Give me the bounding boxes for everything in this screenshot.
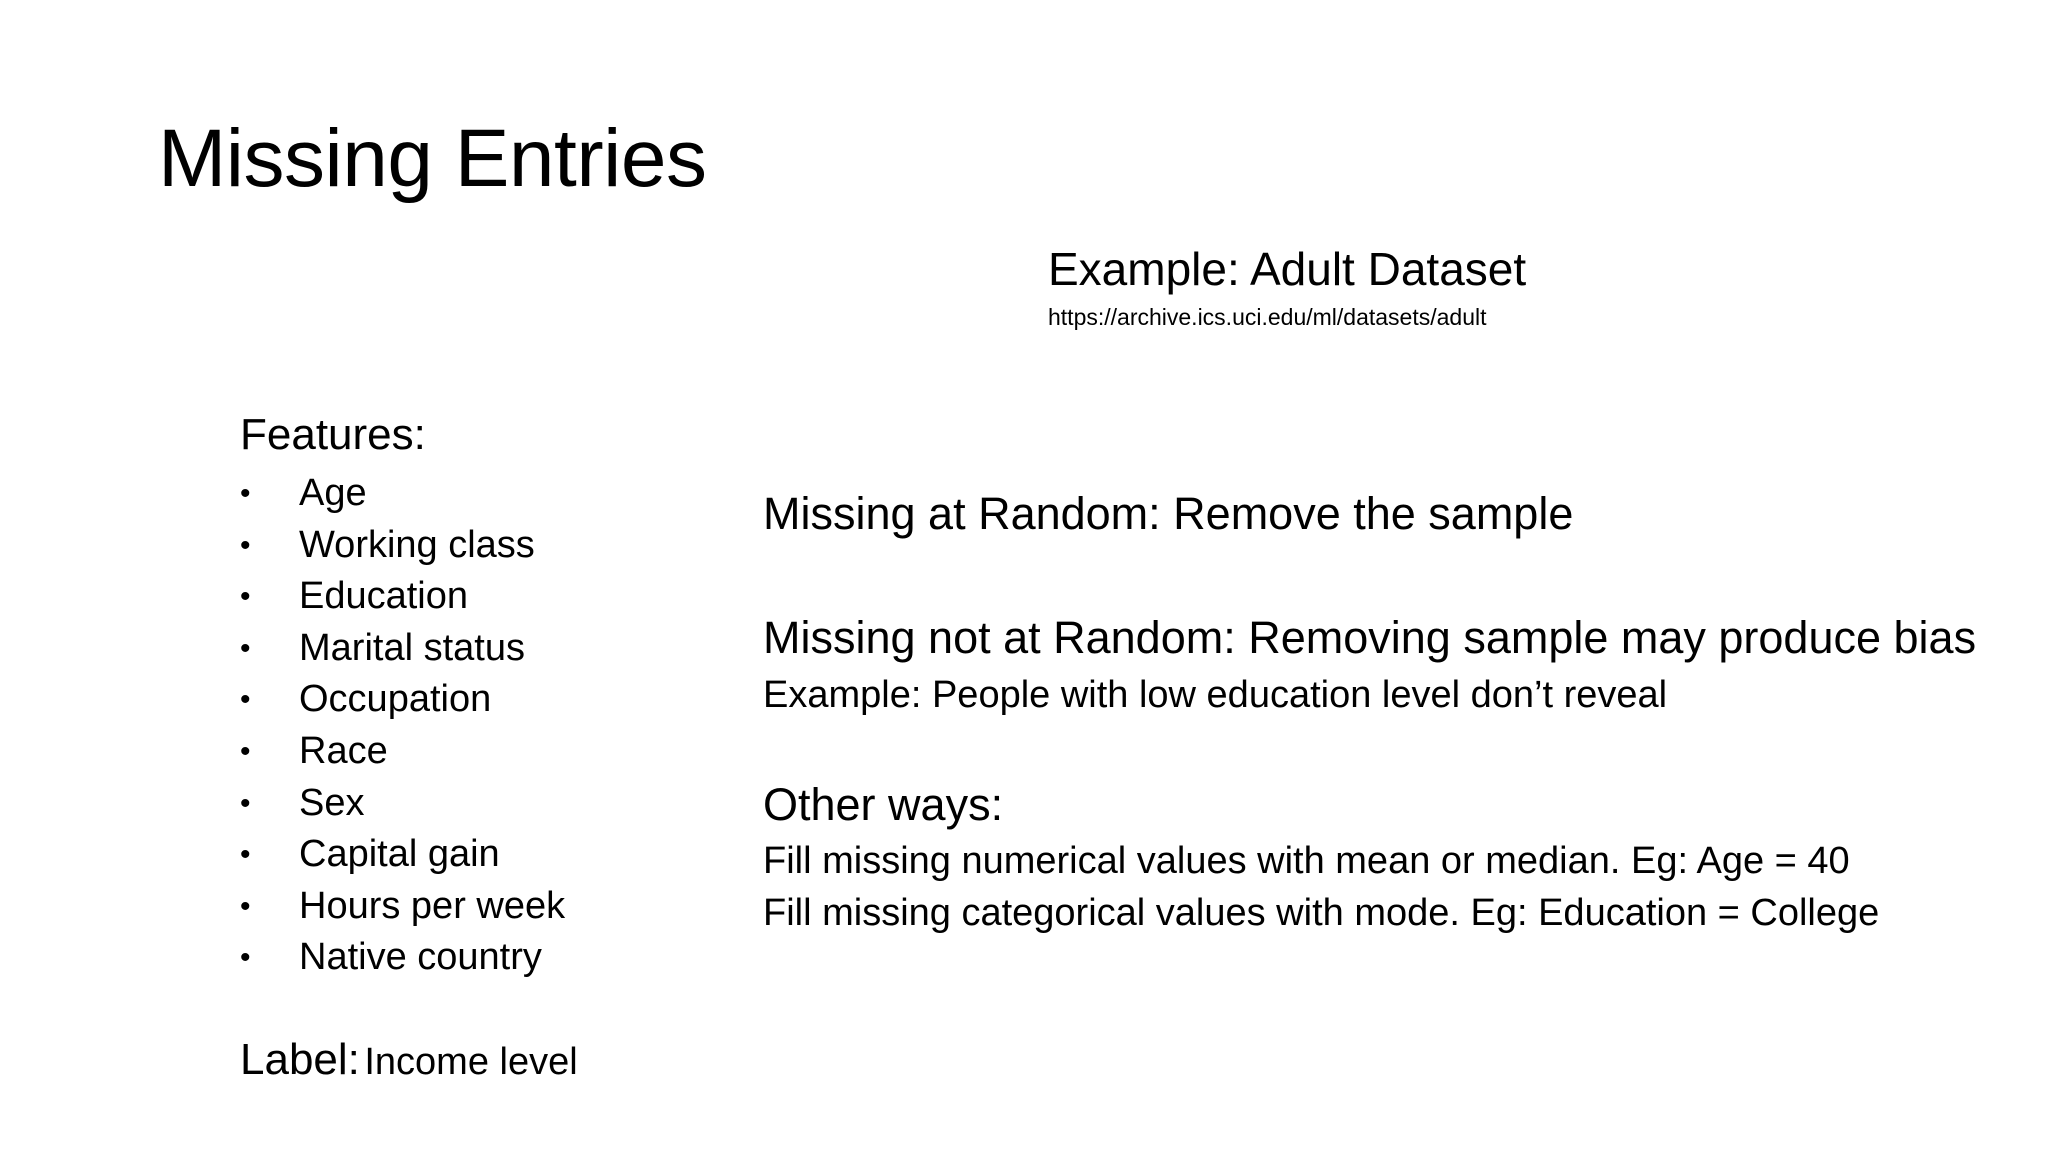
feature-label: Marital status bbox=[299, 626, 525, 669]
label-value: Income level bbox=[364, 1041, 578, 1083]
bullet-icon: • bbox=[240, 941, 251, 975]
example-heading: Example: Adult Dataset bbox=[1048, 243, 1527, 295]
feature-item bbox=[240, 932, 565, 984]
label-key: Label: bbox=[240, 1035, 360, 1084]
missing-not-at-random-text: Missing not at Random: Removing sample may produce bias bbox=[763, 612, 1977, 663]
feature-item bbox=[240, 829, 565, 881]
mnar-example-text: Example: People with low education level don’t reveal bbox=[763, 674, 1668, 716]
feature-label: Capital gain bbox=[299, 833, 500, 876]
other-ways-heading: Other ways: bbox=[763, 779, 1004, 830]
feature-item bbox=[240, 571, 565, 623]
bullet-icon: • bbox=[240, 683, 251, 717]
bullet-icon: • bbox=[240, 580, 251, 614]
slide-title: Missing Entries bbox=[158, 113, 707, 204]
feature-label: Sex bbox=[299, 781, 365, 824]
feature-label: Race bbox=[299, 729, 388, 772]
feature-label: Hours per week bbox=[299, 884, 566, 927]
feature-label: Education bbox=[299, 575, 469, 618]
feature-item bbox=[240, 674, 565, 726]
feature-item bbox=[240, 881, 565, 933]
label-line bbox=[240, 1035, 578, 1084]
bullet-icon: • bbox=[240, 838, 251, 872]
feature-label: Native country bbox=[299, 936, 542, 979]
bullet-icon: • bbox=[240, 528, 251, 562]
dataset-url: https://archive.ics.uci.edu/ml/datasets/adult bbox=[1048, 304, 1487, 330]
fill-categorical-text: Fill missing categorical values with mode. Eg: Education = College bbox=[763, 892, 1880, 934]
bullet-icon: • bbox=[240, 889, 251, 923]
feature-label: Working class bbox=[299, 523, 535, 566]
feature-item bbox=[240, 468, 565, 520]
feature-label: Occupation bbox=[299, 678, 492, 721]
bullet-icon: • bbox=[240, 734, 251, 768]
feature-item bbox=[240, 726, 565, 778]
features-list bbox=[240, 468, 565, 984]
feature-item bbox=[240, 623, 565, 675]
feature-item bbox=[240, 520, 565, 572]
feature-item bbox=[240, 778, 565, 830]
bullet-icon: • bbox=[240, 786, 251, 820]
bullet-icon: • bbox=[240, 631, 251, 665]
feature-label: Age bbox=[299, 472, 367, 514]
missing-at-random-text: Missing at Random: Remove the sample bbox=[763, 488, 1574, 539]
fill-numerical-text: Fill missing numerical values with mean or median. Eg: Age = 40 bbox=[763, 840, 1850, 882]
bullet-icon: • bbox=[240, 477, 251, 510]
features-heading: Features: bbox=[240, 410, 426, 459]
